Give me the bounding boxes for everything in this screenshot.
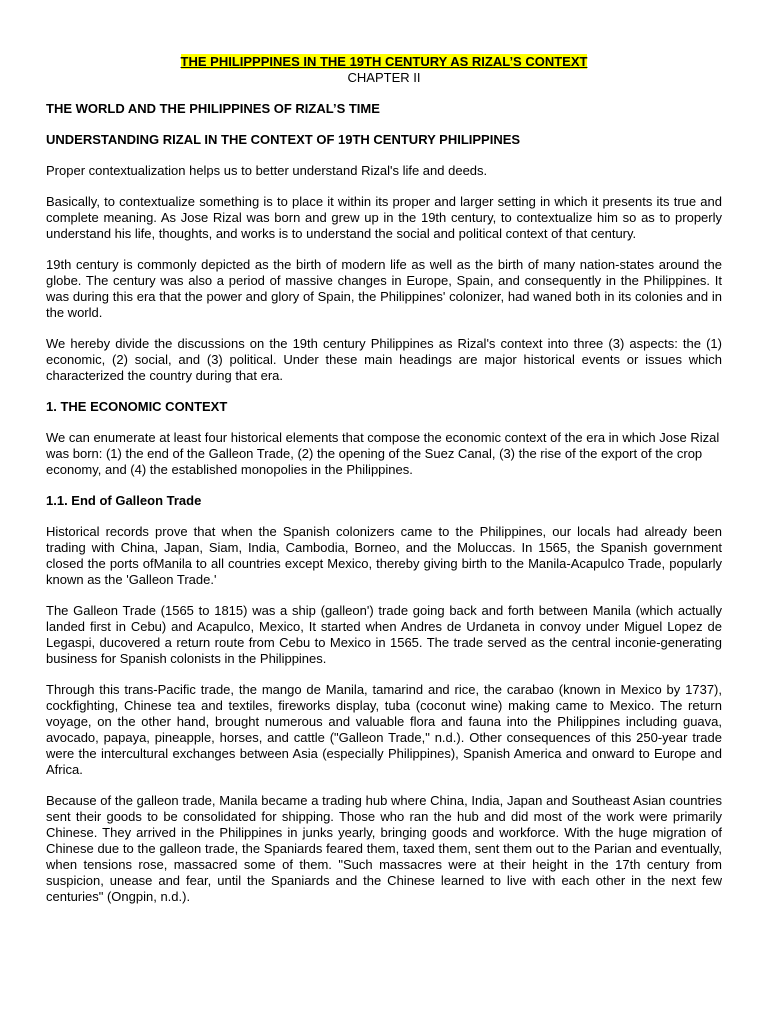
heading-world: THE WORLD AND THE PHILIPPINES OF RIZAL’S TIME [46,101,380,116]
paragraph-8: Through this trans-Pacific trade, the mango de Manila, tamarind and rice, the carabao (known in Mexico by 1737), cockfighting, Chinese tea and textiles, fireworks display, tuba (coconut wine) making came to Mexico. The return voyage, on the other hand, brought numerous and valuable flora and fauna into the Philippines including guava, avocado, papaya, pineapple, horses, and cattle ("Galleon Trade," n.d.). Other consequences of this 250-year trade were the intercultural exchanges between Asia (especially Philippines), Spanish America and onward to Europe and Africa. [46,682,722,777]
paragraph-1: Proper contextualization helps us to better understand Rizal's life and deeds. [46,163,488,178]
paragraph-5: We can enumerate at least four historical elements that compose the economic context of the era in which Jose Rizal was born: (1) the end of the Galleon Trade, (2) the opening of the Suez Canal, (3) the rise of the export of the crop economy, and (4) the established monopolies in the Philippines. [46,430,720,477]
paragraph-7: The Galleon Trade (1565 to 1815) was a ship (galleon') trade going back and forth between Manila (which actually landed first in Cebu) and Acapulco, Mexico, It started when Andres de Urdaneta in convoy under Miguel Lopez de Legaspi, ducovered a return route from Cebu to Mexico in 1565. The trade served as the central inconie-generating business for Spanish colonists in the Philippines. [46,603,722,666]
paragraph-9: Because of the galleon trade, Manila became a trading hub where China, India, Japan and Southeast Asian countries sent their goods to be consolidated for shipping. Those who ran the hub and did most of the work were primarily Chinese. They arrived in the Philippines in junks yearly, bringing goods and workforce. With the huge migration of Chinese due to the galleon trade, the Spaniards feared them, taxed them, sent them out to the Parian and eventually, when tensions rose, massacred some of them. "Such massacres were at their height in the 17th century from suspicion, unease and fear, until the Spaniards and the Chinese learned to live with each other in the next few centuries" (Ongpin, n.d.). [46,793,722,904]
paragraph-6: Historical records prove that when the Spanish colonizers came to the Philippines, our locals had already been trading with China, Japan, Siam, India, Cambodia, Borneo, and the Moluccas. In 1565, the Spanish government closed the ports ofManila to all countries except Mexico, thereby giving birth to the Manila-Acapulco Trade, popularly known as the 'Galleon Trade.' [46,524,722,587]
heading-economic-context: 1. THE ECONOMIC CONTEXT [46,399,228,414]
paragraph-2: Basically, to contextualize something is to place it within its proper and larger setting in which it presents its true and complete meaning. As Jose Rizal was born and grew up in the 19th century, to contextualize him so as to properly understand his life, thoughts, and works is to understand the social and political context of that century. [46,194,722,241]
paragraph-3: 19th century is commonly depicted as the birth of modern life as well as the birth of many nation-states around the globe. The century was also a period of massive changes in Europe, Spain, and consequently in the Philippines. It was during this era that the power and glory of Spain, the Philippines' colonizer, had waned both in its colonies and in the world. [46,257,722,320]
heading-understanding: UNDERSTANDING RIZAL IN THE CONTEXT OF 19TH CENTURY PHILIPPINES [46,132,521,147]
chapter-label: CHAPTER II [347,70,421,85]
paragraph-4: We hereby divide the discussions on the 19th century Philippines as Rizal's context into three (3) aspects: the (1) economic, (2) social, and (3) political. Under these main headings are major historical events or issues which characterized the country during that era. [46,336,722,383]
document-title-text: THE PHILIPPPINES IN THE 19TH CENTURY AS RIZAL’S CONTEXT [180,54,588,69]
heading-galleon-trade: 1.1. End of Galleon Trade [46,493,202,508]
document-title [46,54,722,70]
